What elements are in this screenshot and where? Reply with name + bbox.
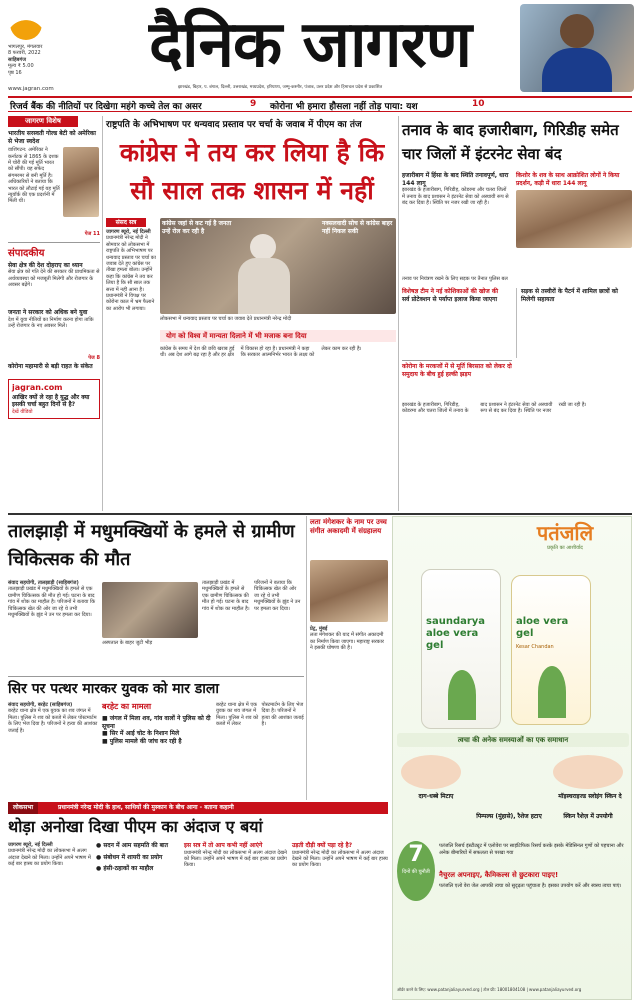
left-story-body: वाशिंगटन: अमेरिका ने कर्नाटक से 1865 के दशक में चोरी की गई मूर्ति भारत को सौंपी। यह सफेद संगमरमर से बनी मूर्ति है। अधिकारियों ने बताया कि भारत को लौटाई गई यह मूर्ति न्यूयॉर्क की एक प्रदर्शनी में मिली थी।	[8, 147, 60, 205]
ad-tube-1	[421, 569, 501, 729]
side-body-col	[310, 626, 388, 798]
bottom-quote2-head: उड़ती दौड़ी क्यों पड़ा रहे है?	[292, 842, 353, 849]
crime-bullet-1: ■ जंगल में मिला शव, गांव वालों ने पुलिस को दी सूचना	[102, 715, 211, 730]
right-col2-head[interactable]: किशोर के शव के साथ आक्रोशित लोगों ने किया प्रदर्शन, कड़ी में धारा 144 लागू	[516, 172, 620, 187]
ad-slogan: त्वचा की अनेक समस्याओं का एक समाधान	[397, 733, 629, 747]
crime-bullet-2: ■ सिर में आई चोट के निशान मिले	[102, 730, 180, 738]
ad-days-text: दिनों की चुनौती	[402, 869, 430, 875]
ad-days-num: 7	[408, 842, 424, 867]
promo-text: आखिर क्यों ले रहा है युद्ध और क्या इसकी चर्चा बहुत दिनों से है?	[12, 393, 90, 409]
mid-photo	[102, 582, 198, 638]
bottom-kicker: प्रधानमंत्री नरेन्द्र मोदी के हाथ, साथियों की मुस्कान के बीच आना - बताना कहानी	[58, 804, 234, 811]
lead-byline: जागरण ब्यूरो, नई दिल्ली	[106, 229, 151, 235]
crime-body-2-wrap	[216, 702, 304, 798]
promo-box[interactable]	[8, 379, 100, 420]
ad-days-badge	[397, 841, 435, 901]
ad-tube-2	[511, 575, 591, 725]
bottom-quote-head: इस सत्र में तो आप कभी नहीं आएंगे	[184, 842, 263, 849]
ad-product-sub: Kesar Chandan	[516, 644, 554, 650]
right-body-2-wrap	[402, 402, 632, 510]
bottom-headline[interactable]: थोड़ा अनोखा दिखा पीएम का अंदाज ए बयां	[8, 817, 263, 836]
ad-benefit-4: स्किन रैशेज़ में उपयोगी	[563, 813, 613, 820]
editions-line: झारखंड, बिहार, प. बंगाल, दिल्ली, उत्तराखंड, मध्यप्रदेश, हरियाणा, जम्मू-कश्मीर, पंजाब, उत्तर प्रदेश और हिमाचल प्रदेश से प्रकाशित	[178, 85, 383, 90]
side-byline: प्रेट्र, मुंबई	[310, 626, 328, 632]
right-box-2	[402, 360, 512, 400]
ad-product-1: saundarya aloe vera gel	[426, 616, 486, 651]
bottom-bullet-2: ● संबोधन में शायरी का प्रयोग	[96, 853, 163, 861]
right-box-1-kicker: विशेषज्ञ टीम ने नई कोशिकाओं की खोज की	[402, 288, 499, 295]
page-count: पृष्ठ 16	[8, 69, 22, 76]
lead-body-2: कांग्रेस के समय में देश की छवि खराब हुई थी। अब देश आगे बढ़ रहा है और हर क्षेत्र में विकास हो रहा है। प्रधानमंत्री ने कहा कि सरकार आत्मनिर्भर भारत के लक्ष्य को लेकर काम कर रही है।	[160, 346, 362, 359]
right-col1-head[interactable]: हजारीबाग में हिंसा के बाद स्थिति तनावपूर्ण, धारा 144 लागू	[402, 172, 509, 187]
teaser-1[interactable]: रिजर्व बैंक की नीतियों पर दिखेगा महंगे कच्चे तेल का असर	[10, 102, 202, 112]
mid-byline: संवाद सहयोगी, तालझाड़ी (साहिबगंज)	[8, 580, 79, 586]
ad-brand: पतंजलि	[536, 521, 594, 545]
jagran-vishesh-label: जागरण विशेष	[8, 116, 78, 127]
teaser-2-page: 10	[472, 99, 485, 109]
crime-headline[interactable]: सिर पर पत्थर मारकर युवक को मार डाला	[8, 681, 220, 697]
ad-cta: नैचुरल अपनाइए, कैमिकल्स से छुटकारा पाइए!	[439, 871, 559, 879]
website[interactable]: www.jagran.com	[8, 86, 54, 92]
issue-date: 8 फरवरी, 2022	[8, 50, 41, 57]
mid-body-2-wrap	[202, 580, 302, 674]
ad-benefit-3: पिम्पल्स (मुंहासे), रैशेज हटाए	[476, 813, 542, 820]
bottom-bullet-3: ● हंसी-ठहाकों का माहौल	[96, 865, 154, 873]
editorial-2-body: देश में युवा नीतियों का निर्माण करना होगा ताकि उन्हें रोजगार के नए अवसर मिलें।	[8, 316, 94, 330]
ad-product-2: aloe vera gel	[516, 616, 569, 639]
masthead-title: दैनिक जागरण	[148, 8, 472, 82]
bottom-bullet-1: ● सदन में आम सहमति की बात	[96, 842, 169, 849]
right-box-1	[402, 288, 512, 358]
bottom-quote2-col	[292, 842, 388, 998]
masthead-photo	[520, 4, 634, 92]
ad-face-1	[401, 755, 461, 789]
price: मूल्य ₹ 5.00	[8, 63, 34, 70]
crime-body-2: बरहेट थाना क्षेत्र में एक युवक का शव जंगल में मिला। पुलिस ने शव को कब्जे में लेकर पोस्टमार्टम के लिए भेज दिया है। परिजनों ने हत्या की आशंका जताई है।	[216, 702, 304, 728]
aloe-plant-icon-2	[538, 666, 566, 718]
ad-footer[interactable]: ऑर्डर करने के लिए: www.patanjaliayurved.org | टोल फ्री: 18001804108 | www.patanjaliayurved.org	[397, 987, 582, 992]
aloe-plant-icon	[448, 670, 476, 720]
mid-body-col	[8, 580, 98, 674]
right-body-2: झारखंड के हजारीबाग, गिरिडीह, कोडरमा और चतरा जिलों में तनाव के बाद प्रशासन ने इंटरनेट सेवा को अस्थायी रूप से बंद कर दिया है। स्थिति पर नजर रखी जा रही है।	[402, 402, 587, 415]
teaser-1-page: 9	[250, 99, 257, 109]
bottom-label: लोकसभा	[8, 802, 38, 814]
bottom-kicker-bar	[8, 802, 388, 814]
crime-byline: संवाद सहयोगी, बरहेट (साहिबगंज)	[8, 702, 73, 708]
section-label: संसद सत्र	[106, 218, 146, 227]
editorial-1-headline[interactable]: सेवा क्षेत्र की देश दोहराए का ध्यान	[8, 261, 83, 269]
ad-tagline: प्रकृति का आशीर्वाद	[547, 545, 583, 551]
promo-link[interactable]: देखें वीडियो	[12, 408, 33, 415]
left-column	[8, 116, 100, 511]
right-box-3-head[interactable]: सड़क से तस्वीरों के पैटर्न में शामिल छात्रों को मिलेगी सहायता	[521, 288, 618, 303]
lead-quote-1: कांग्रेस जहां से कट गई है जनता उन्हें रोल कर रही है	[162, 220, 232, 235]
right-body-row	[402, 172, 632, 272]
editorial-1-body: सेवा क्षेत्र को गति देने की सरकार की प्राथमिकता से अर्थव्यवस्था को मजबूती मिलेगी और रोजगार के अवसर बढ़ेंगे।	[8, 269, 100, 288]
lead-kicker: राष्ट्रपति के अभिभाषण पर धन्यवाद प्रस्ताव पर चर्चा के जवाब में पीएम का तंज	[106, 120, 362, 130]
right-box-3	[516, 288, 632, 358]
right-photo	[516, 190, 632, 248]
editorial-label: संपादकीय	[8, 247, 45, 259]
ad-benefit-2: मॉइस्चराइज्ड स्लोइंग स्किन दे	[558, 793, 622, 800]
ad-desc: पतंजलि रिसर्च इंस्टीट्यूट में एलोवेरा पर साइंटिफिक रिसर्च करके इसके मेडिसिनल गुणों को पहचाना और अनेक बीमारियों में सफलता से परखा गया	[439, 843, 624, 856]
lead-body: प्रधानमंत्री नरेन्द्र मोदी ने सोमवार को लोकसभा में राष्ट्रपति के अभिभाषण पर धन्यवाद प्रस्ताव पर चर्चा का जवाब देते हुए कांग्रेस पर तीखा हमला बोला। उन्होंने कहा कि कांग्रेस ने तय कर लिया है कि सौ साल तक सत्ता में नहीं आना है। प्रधानमंत्री ने विपक्ष पर कोरोना काल में भ्रम फैलाने का आरोप भी लगाया।	[106, 235, 156, 312]
lead-subhead: योग को विश्व में मान्यता दिलाने में भी मजाक बना दिया	[160, 330, 396, 342]
patanjali-ad[interactable]	[392, 516, 632, 1000]
lead-quote-2: नक्सलवादी सोच से कांग्रेस बाहर नहीं निकल सकी	[322, 220, 393, 235]
lead-headline[interactable]: कांग्रेस ने तय कर लिया है कि सौ साल तक शासन में नहीं	[119, 138, 385, 205]
lead-body-2-wrap	[160, 346, 396, 510]
bottom-byline: जागरण ब्यूरो, नई दिल्ली	[8, 842, 53, 848]
crime-highlights	[102, 702, 212, 798]
right-photo-caption: तनाव पर नियंत्रण रखने के लिए सड़क पर तैनात पुलिस बल	[402, 276, 508, 282]
lead-body-col	[106, 218, 156, 516]
masthead-info	[8, 8, 96, 88]
logo-sun-icon	[10, 8, 42, 40]
promo-site: jagran.com	[12, 382, 63, 392]
bottom-body: प्रधानमंत्री नरेन्द्र मोदी का लोकसभा में अलग अंदाज देखने को मिला। उन्होंने अपने भाषण में कई बार हास्य का प्रयोग किया।	[8, 848, 91, 868]
ad-face-2	[553, 755, 623, 789]
right-box-1-head[interactable]: सर्व प्रोटेक्शन से पर्याप्त इलाज किया जाएगा	[402, 295, 498, 303]
ad-desc-2: पतंजलि एलो वेरा जेल आपकी त्वचा को सुदृढ़ता पहुंचाता है। इसका उपयोग करें और स्वस्थ त्वचा पाएं।	[439, 883, 622, 889]
right-headline[interactable]: तनाव के बाद हजारीबाग, गिरिडीह समेत चार जिलों में इंटरनेट सेवा बंद	[402, 121, 619, 163]
mid-headline[interactable]: तालझाड़ी में मधुमक्खियों के हमले से ग्रामीण चिकित्सक की मौत	[8, 521, 295, 570]
mid-photo-caption: अस्पताल के बाहर जुटी भीड़	[102, 640, 153, 646]
lead-photo	[160, 218, 396, 314]
crime-body-col	[8, 702, 98, 798]
side-headline[interactable]: लता मंगेशकर के नाम पर उच्च संगीत अकादमी में संग्रहालय	[310, 518, 387, 535]
teaser-2[interactable]: कोरोना भी हमारा हौसला नहीं तोड़ पाया: यश	[270, 102, 418, 112]
side-body: लता मंगेशकर की याद में संगीत अकादमी का निर्माण किया जाएगा। महाराष्ट्र सरकार ने इसकी घोषणा की है।	[310, 632, 384, 652]
crime-sub: बरहेट का मामला	[102, 702, 152, 711]
lead-photo-caption: लोकसभा में धन्यवाद प्रस्ताव पर चर्चा का जवाब देते प्रधानमंत्री नरेन्द्र मोदी	[160, 316, 292, 322]
ad-benefit-1: दाग-धब्बे मिटाए	[418, 793, 454, 800]
city-day: भागलपुर, मंगलवार	[8, 44, 43, 50]
mid-body-2: तालझाड़ी प्रखंड में मधुमक्खियों के हमले से एक ग्रामीण चिकित्सक की मौत हो गई। घटना के बाद गांव में शोक का माहौल है। परिजनों ने बताया कि चिकित्सक खेत की ओर जा रहे थे तभी मधुमक्खियों के झुंड ने उन पर हमला कर दिया।	[202, 580, 301, 612]
right-box-2-head[interactable]: कोरोना के मरकजों में से मूर्ति बिरसात को लेकर दो समुदाय के बीच हुई हल्की झड़प	[402, 363, 512, 378]
editorial-page-ref: पेज 8	[88, 354, 100, 361]
left-story-photo	[63, 147, 99, 217]
left-story-headline[interactable]: भारतीय सरस्वती गोल्ड बेटी को अमेरिका से भेजा स्वदेश	[8, 130, 96, 145]
editorial-2-headline[interactable]: जनता ने सरकार को अधिक बने युवा	[8, 309, 88, 317]
bottom-bullets	[96, 842, 180, 942]
crime-body: बरहेट थाना क्षेत्र में एक युवक का शव जंगल में मिला। पुलिस ने शव को कब्जे में लेकर पोस्टमार्टम के लिए भेज दिया है। परिजनों ने हत्या की आशंका जताई है।	[8, 708, 98, 734]
right-body: झारखंड के हजारीबाग, गिरिडीह, कोडरमा और चतरा जिलों में तनाव के बाद प्रशासन ने इंटरनेट सेवा को अस्थायी रूप से बंद कर दिया है। स्थिति पर नजर रखी जा रही है।	[402, 187, 509, 206]
mid-body: तालझाड़ी प्रखंड में मधुमक्खियों के हमले से एक ग्रामीण चिकित्सक की मौत हो गई। घटना के बाद गांव में शोक का माहौल है। परिजनों ने बताया कि चिकित्सक खेत की ओर जा रहे थे तभी मधुमक्खियों के झुंड ने उन पर हमला कर दिया।	[8, 586, 96, 619]
side-photo	[310, 560, 388, 622]
bottom-quote2-body: प्रधानमंत्री नरेन्द्र मोदी का लोकसभा में अलग अंदाज देखने को मिला। उन्होंने अपने भाषण में कई बार हास्य का प्रयोग किया।	[292, 849, 388, 869]
crime-bullet-3: ■ पुलिस मामले की जांच कर रही है	[102, 737, 182, 745]
left-page-ref: पेज 11	[84, 231, 100, 238]
edition-name: साहिबगंज	[8, 56, 27, 63]
bottom-quote-col	[184, 842, 288, 998]
teaser-bar	[8, 96, 632, 112]
bottom-quote-body: प्रधानमंत्री नरेन्द्र मोदी का लोकसभा में अलग अंदाज देखने को मिला। उन्होंने अपने भाषण में कई बार हास्य का प्रयोग किया।	[184, 849, 287, 869]
bottom-body-col	[8, 842, 92, 998]
editorial-3-headline[interactable]: कोरोना महामारी से बड़ी राहत के संकेत	[8, 363, 93, 371]
